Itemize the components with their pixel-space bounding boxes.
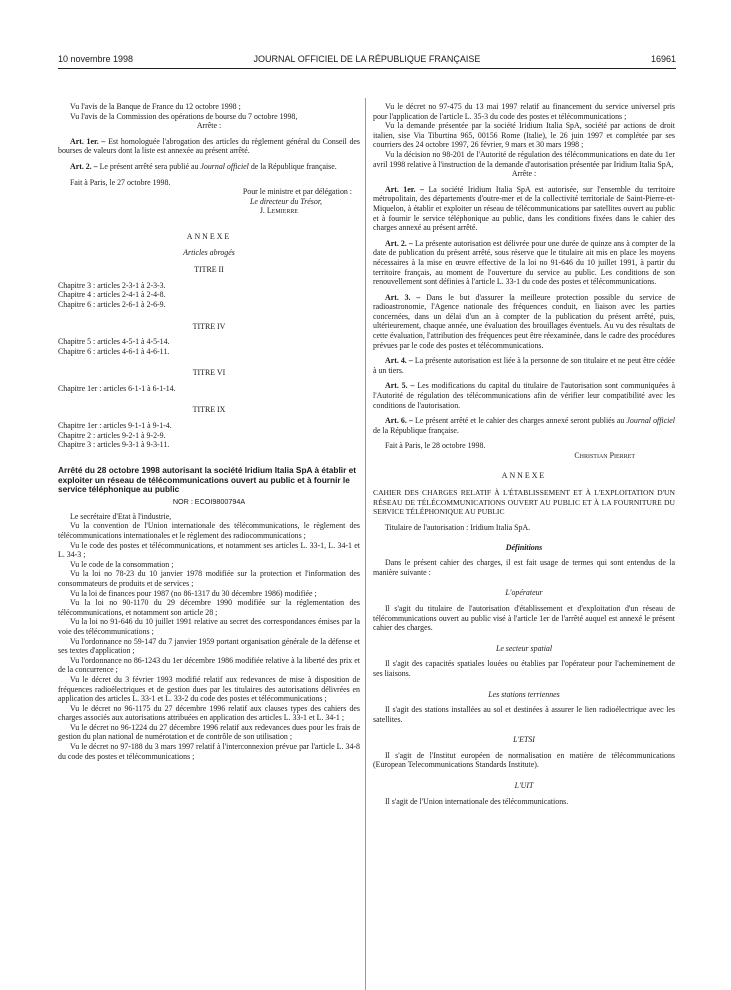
vu-paragraph: Vu la demande présentée par la société Iridium Italia SpA, société par actions de droit italien, sise Via Tiburtina 965, 00156 Rome (Italie), le 26 juin 1997 et complétée par ses courriers des 24 octobre 1997, 26 février, 9 mars et 30 mars 1998 ; [373,121,675,150]
chapitre-line: Chapitre 5 : articles 4-5-1 à 4-5-14. [58,337,170,347]
chapitre-line: Chapitre 1er : articles 6-1-1 à 6-1-14. [58,383,176,393]
header-journal-title: JOURNAL OFFICIEL DE LA RÉPUBLIQUE FRANÇAISE [253,54,481,64]
vu-paragraph: Vu la loi no 90-1170 du 29 décembre 1990 modifiée sur la réglementation des télécommunications, et notamment son article 28 ; [58,598,360,617]
journal-officiel-ref: Journal officiel [200,161,249,171]
annexe-heading: ANNEXE [501,470,547,480]
arrete-heading: Arrête : [196,121,222,131]
secretaire-line: Le secrétaire d'Etat à l'industrie, [70,511,172,521]
titre-heading: TITRE IX [192,405,226,415]
articles-abroges-heading: Articles abrogés [183,247,235,257]
definition-term: L'opérateur [505,588,543,598]
article-4 [373,356,675,375]
vu-paragraph: Vu l'ordonnance no 86-1243 du 1er décembre 1986 modifiée relative à la liberté des prix et de la concurrence ; [58,655,360,675]
article-1 [58,137,360,156]
page-header [58,54,676,68]
signature-name: J. Lemierre [259,206,298,216]
definition-text: Il s'agit des stations installées au sol et destinées à assurer le lien radioélectrique avec les satellites. [373,705,675,724]
vu-paragraph: Vu l'ordonnance no 59-147 du 7 janvier 1959 portant organisation générale de la défense et ses textes d'application ; [58,636,360,656]
signature-line: Pour le ministre et par délégation : [242,187,352,197]
definitions-intro: Dans le présent cahier des charges, il est fait usage de termes qui sont entendus de la manière suivante : [373,558,675,577]
nor-reference: NOR : ECOI9800794A [172,497,246,507]
article-text: La présente autorisation est délivrée pour une durée de quinze ans à compter de la date de publication du présent arrêté, sous réserve que le titulaire ait mis en place les moyens nécessaires à la mise en œuvre effective de la loi no 91-646 du 10 juillet 1991, à partir du territoire français, au moment de l'ouverture du service au public. Les conditions de son renouvellement sont définies à l'article L. 33-1 du code des postes et télécommunications. [373,238,675,287]
header-rule [58,68,676,69]
article-label: Art. 4. – [385,356,413,366]
chapitre-line: Chapitre 3 : articles 2-3-1 à 2-3-3. [58,280,166,290]
article-label: Art. 1er. – [70,136,106,146]
vu-paragraph: Vu la décision no 98-201 de l'Autorité de régulation des télécommunications en date du 1er avril 1998 relative à l'instruction de la demande d'autorisation présentée par Iridium Italia SpA, [373,149,675,169]
decree-title: Arrêté du 28 octobre 1998 autorisant la société Iridium Italia SpA à établir et exploiter un réseau de télécommunications ouvert au public et à fournir le service téléphonique au public [58,464,357,495]
titulaire-line: Titulaire de l'autorisation : Iridium Italia SpA. [385,522,531,532]
article-text: Dans le but d'assurer la meilleure protection possible du service de radioastronomie, l'Agence nationale des fréquences conduit, en liaison avec les parties concernées, dans un délai d'un an à compter de la publication du présent arrêté, puis, ultérieurement, chaque année, une évaluation des brouillages éventuels. Au vu des résultats de cette évaluation, l'attribution des fréquences peut être réexaminée, dans le cadre des procédures prévues par le code des postes et télécommunications. [373,292,675,350]
article-label: Art. 2. – [70,161,98,171]
signature-name: Christian Pierret [574,451,635,460]
titre-heading: TITRE IV [192,321,226,331]
definition-term: Le secteur spatial [495,643,553,653]
vu-paragraph: Vu la convention de l'Union internationale des télécommunications, le règlement des télécommunications internationales et le règlement des radiocommunications ; [58,521,360,541]
vu-paragraph: Vu la loi no 78-23 du 10 janvier 1978 modifiée sur la protection et l'information des consommateurs de produits et de services ; [58,569,360,588]
article-3 [373,293,675,351]
article-label: Art. 5. – [385,381,415,391]
definition-term: L'UIT [514,781,534,791]
article-6 [373,416,675,435]
article-text: de la République française. [373,425,459,435]
fait-a-paris: Fait à Paris, le 27 octobre 1998. [70,177,171,187]
vu-paragraph: Vu la loi de finances pour 1987 (no 86-1317 du 30 décembre 1986) modifiée ; [70,588,317,598]
article-2 [373,239,675,287]
article-text: Le présent arrêté sera publié au [99,161,199,171]
article-label: Art. 6. – [385,416,413,426]
vu-paragraph: Vu l'avis de la Commission des opérations de bourse du 7 octobre 1998, [70,111,298,121]
annexe-heading: ANNEXE [186,231,232,241]
article-list [373,185,675,410]
vu-list [373,102,675,169]
vu-paragraph: Vu le code des postes et télécommunications, et notamment ses articles L. 33-1, L. 34-1 et L. 34-3 ; [58,540,360,560]
arrete-heading: Arrête : [511,169,537,179]
definition-text: Il s'agit des capacités spatiales louées ou établies par l'opérateur pour l'acheminement de ses liaisons. [373,659,675,678]
article-text: Le présent arrêté et le cahier des charges annexé seront publiés au [415,416,625,426]
titre-heading: TITRE II [194,265,224,275]
article-label: Art. 3. – [385,292,421,302]
vu-paragraph: Vu le décret no 96-1224 du 27 décembre 1996 relatif aux redevances dues pour les frais de gestion du plan national de numérotation et de contrôle de son utilisation ; [58,722,360,742]
vu-paragraph: Vu le décret du 3 février 1993 modifié relatif aux redevances de mise à disposition de fréquences radioélectriques et de gestion dues par les titulaires des autorisations délivrées en application des articles L. 33-1 et L. 33-2 du code des postes et télécommunications ; [58,674,360,704]
vu-list [58,521,360,761]
article-text: Est homologuée l'abrogation des articles du règlement général du Conseil des bourses de valeurs dont la liste est annexée au présent arrêté. [58,136,360,156]
definition-text: Il s'agit de l'Union internationale des télécommunications. [385,796,569,806]
article-text: La présente autorisation est liée à la personne de son titulaire et ne peut être cédée à un tiers. [373,356,675,375]
vu-paragraph: Vu la loi no 91-646 du 10 juillet 1991 relative au secret des correspondances émises par la voie des télécommunications ; [58,617,360,636]
vu-paragraph: Vu le décret no 97-475 du 13 mai 1997 relatif au financement du service universel pris pour l'application de l'article L. 35-3 du code des postes et télécommunications ; [373,102,675,121]
article-label: Art. 2. – [385,238,413,248]
header-page-number: 16961 [650,54,676,64]
article-text: La société Iridium Italia SpA est autorisée, sur l'ensemble du territoire métropolitain, des départements d'outre-mer et de la collectivité territoriale de Saint-Pierre-et-Miquelon, à établir et exploiter un réseau de télécommunications par satellites ouvert au public et à fournir le service téléphonique au public, dans les conditions fixées dans le cahier des charges annexé au présent arrêté. [373,184,676,233]
definitions-list [373,588,675,806]
chapitre-line: Chapitre 1er : articles 9-1-1 à 9-1-4. [58,421,172,431]
article-2 [58,162,360,172]
definition-term: L'ETSI [513,735,535,745]
signature-title: Le directeur du Trésor, [249,196,322,206]
chapitre-line: Chapitre 6 : articles 4-6-1 à 4-6-11. [58,346,170,356]
chapitre-line: Chapitre 6 : articles 2-6-1 à 2-6-9. [58,299,166,309]
article-text: de la République française. [250,161,337,171]
vu-paragraph: Vu le décret no 97-188 du 3 mars 1997 relatif à l'interconnexion prévue par l'article L. 34-8 du code des postes et télécommunications ; [58,742,360,761]
fait-a-paris: Fait à Paris, le 28 octobre 1998. [385,441,486,451]
header-date: 10 novembre 1998 [58,54,134,64]
cahier-title: CAHIER DES CHARGES RELATIF À L'ÉTABLISSEMENT ET À L'EXPLOITATION D'UN RÉSEAU DE TÉLÉCOMMUNICATIONS OUVERT AU PUBLIC ET À LA FOURNITURE DU SERVICE TÉLÉPHONIQUE AU PUBLIC [373,488,675,517]
article-label: Art. 1er. – [385,184,424,194]
vu-paragraph: Vu le décret no 96-1175 du 27 décembre 1996 relatif aux clauses types des cahiers des charges associés aux autorisations attribuées en application des articles L. 33-1 et L. 34-1 ; [58,703,360,723]
right-column [373,102,675,806]
definition-text: Il s'agit de l'Institut européen de normalisation en matière de télécommunications (European Telecommunications Standards Institute). [373,750,675,770]
vu-paragraph: Vu le code de la consommation ; [70,559,174,569]
titre-heading: TITRE VI [192,368,226,378]
journal-officiel-ref: Journal officiel [626,416,675,426]
left-column [58,102,360,761]
definition-term: Les stations terriennes [488,689,560,699]
definition-text: Il s'agit du titulaire de l'autorisation d'établissement et d'exploitation d'un réseau de télécommunications ouvert au public visé à l'article 1er de l'arrêté auquel est annexé le présent cahier des charges. [373,603,675,633]
article-text: Les modifications du capital du titulaire de l'autorisation sont communiquées à l'Autorité de régulation des télécommunications afin de vérifier leur compatibilité avec les conditions de l'autorisation. [373,381,675,410]
chapitre-line: Chapitre 3 : articles 9-3-1 à 9-3-11. [58,440,170,450]
definitions-heading: Définitions [505,542,543,552]
article-1 [373,185,675,233]
article-5 [373,381,675,410]
chapitre-line: Chapitre 2 : articles 9-2-1 à 9-2-9. [58,430,166,440]
vu-paragraph: Vu l'avis de la Banque de France du 12 octobre 1998 ; [70,102,241,111]
chapitre-line: Chapitre 4 : articles 2-4-1 à 2-4-8. [58,290,166,300]
column-divider [365,98,366,990]
